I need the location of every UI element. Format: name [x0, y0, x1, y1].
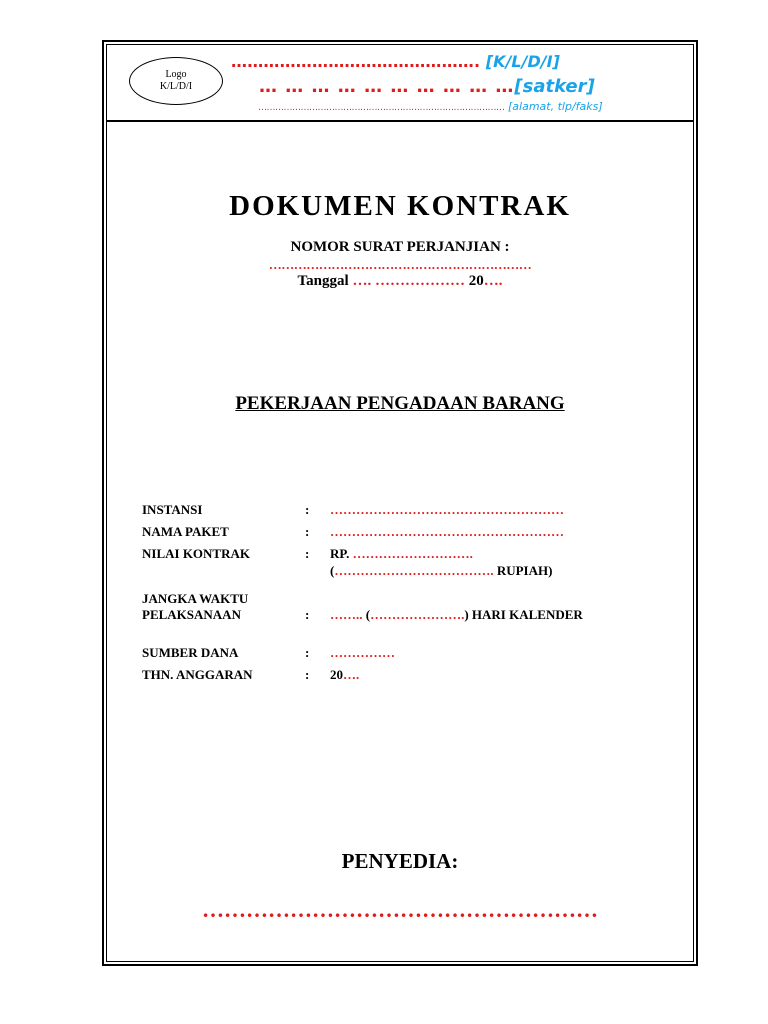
field-value	[330, 607, 583, 623]
header-address-dots: ……………………………………………………………………………	[258, 103, 505, 113]
field-value	[330, 546, 473, 562]
year-prefix: 20	[330, 667, 343, 682]
field-colon: :	[305, 607, 310, 622]
date-year-prefix: 20	[468, 273, 484, 289]
field-colon: :	[305, 502, 310, 517]
year-dots: ….	[343, 667, 360, 682]
rupiah-label: RUPIAH)	[496, 563, 553, 578]
days-value: ……..	[330, 607, 363, 622]
provider-value: ………………………………………………	[202, 897, 598, 922]
field-value	[330, 563, 552, 579]
header-satker-dots: … … … … … … … … … …	[259, 76, 515, 97]
header-satker-tag: [satker]	[514, 76, 595, 97]
header-divider	[106, 120, 694, 122]
contract-date	[106, 273, 694, 290]
field-label: NILAI KONTRAK	[142, 546, 250, 561]
field-colon: :	[305, 524, 310, 539]
work-title: PEKERJAAN PENGADAAN BARANG	[235, 393, 565, 414]
field-label: NAMA PAKET	[142, 524, 229, 539]
rp-label: RP.	[330, 546, 350, 561]
date-label: Tanggal	[297, 273, 349, 289]
header-kldi-dots: ……………………………………….	[231, 52, 481, 71]
logo-placeholder	[129, 57, 223, 105]
field-label: JANGKA WAKTU	[142, 591, 249, 606]
field-colon: :	[305, 667, 310, 682]
rp-value: ……………………….	[352, 546, 473, 561]
contract-number-label: NOMOR SURAT PERJANJIAN :	[290, 239, 510, 255]
date-day: ….	[352, 273, 372, 289]
paren-open: (	[365, 607, 371, 622]
header-address-tag: [alamat, tlp/faks]	[508, 100, 603, 113]
field-value: ………………………………………………	[330, 524, 564, 539]
header-satker-line	[259, 76, 595, 97]
field-value	[330, 667, 359, 683]
header-address-line	[258, 100, 603, 113]
terbilang-value: ……………………………….	[334, 563, 494, 578]
days-suffix: ) HARI KALENDER	[464, 607, 583, 622]
field-label: THN. ANGGARAN	[142, 667, 253, 682]
logo-text-line2: K/L/D/I	[159, 81, 193, 92]
date-month: ………………	[374, 273, 465, 289]
field-colon: :	[305, 645, 310, 660]
days-words: ………………….	[370, 607, 465, 622]
logo-text-line1: Logo	[165, 69, 187, 80]
provider-label: PENYEDIA:	[341, 849, 459, 873]
date-year-dots: ….	[483, 273, 503, 289]
header-kldi-line	[231, 52, 560, 71]
field-label: SUMBER DANA	[142, 645, 239, 660]
header-kldi-tag: [K/L/D/I]	[485, 52, 560, 71]
field-value: ………………………………………………	[330, 502, 564, 517]
contract-number-value: ………………………………………………………	[268, 257, 532, 272]
field-label: INSTANSI	[142, 502, 203, 517]
field-colon: :	[305, 546, 310, 561]
paren-open: (	[330, 563, 335, 578]
field-value: ……………	[330, 645, 395, 660]
document-title: DOKUMEN KONTRAK	[229, 190, 571, 222]
field-label: PELAKSANAAN	[142, 607, 241, 622]
